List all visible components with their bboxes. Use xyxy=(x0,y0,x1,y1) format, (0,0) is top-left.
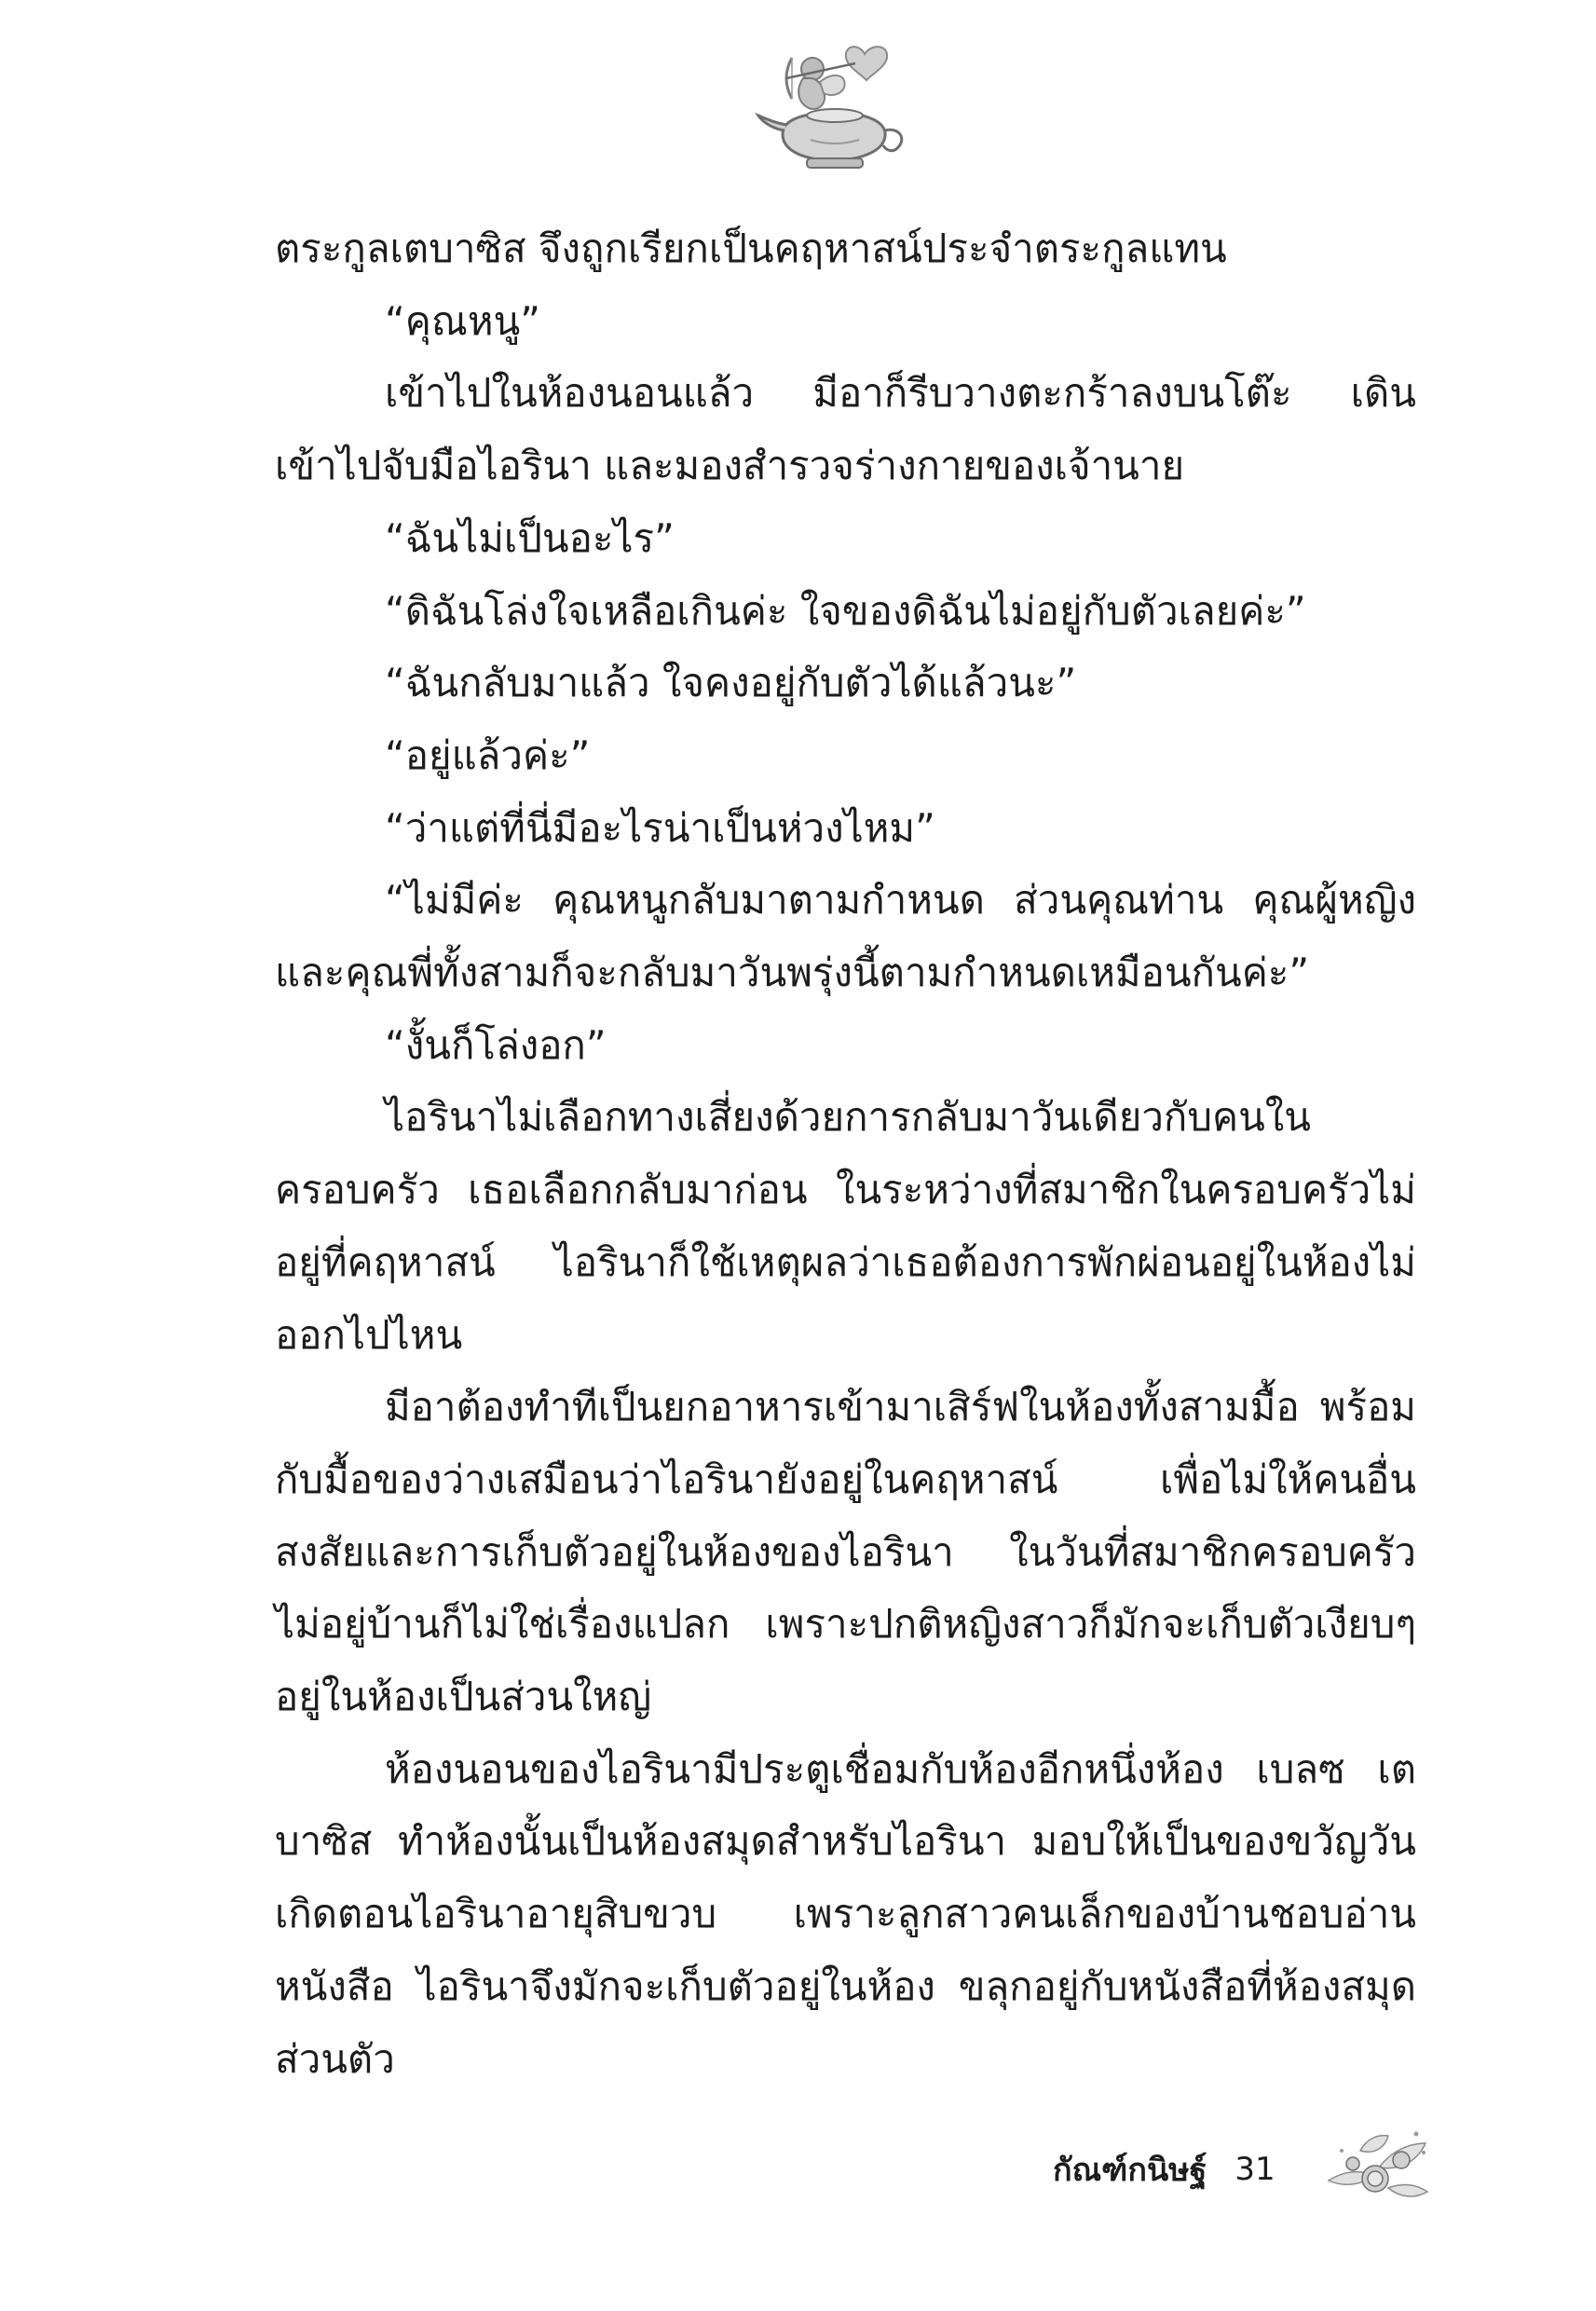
paragraph: “อยู่แล้วค่ะ” xyxy=(385,732,591,778)
paragraph: ห้องนอนของไอรินามีประตูเชื่อมกับห้องอีกหนึ่งห้อง เบลซ เตบาซิส ทำห้องนั้นเป็นห้องสมุดสำหรับไอรินา มอบให้เป็นของขวัญวันเกิดตอนไอรินาอายุสิบขวบ เพราะลูกสาวคนเล็กของบ้านชอบอ่านหนังสือ ไอรินาจึงมักจะเก็บตัวอยู่ในห้อง ขลุกอยู่กับหนังสือที่ห้องสมุดส่วนตัว xyxy=(275,1745,1416,2082)
paragraph: “ดิฉันโล่งใจเหลือเกินค่ะ ใจของดิฉันไม่อยู่กับตัวเลยค่ะ” xyxy=(385,587,1306,634)
paragraph: “ฉันกลับมาแล้ว ใจคงอยู่กับตัวได้แล้วนะ” xyxy=(385,660,1077,706)
paragraph: “งั้นก็โล่งอก” xyxy=(385,1021,607,1068)
paragraph: ตระกูลเตบาซิส จึงถูกเรียกเป็นคฤหาสน์ประจำตระกูลแทน xyxy=(275,226,1227,271)
paragraph: “ว่าแต่ที่นี่มีอะไรน่าเป็นห่วงไหม” xyxy=(385,804,935,851)
body-text xyxy=(275,212,1416,2095)
cupid-teapot-ornament-icon xyxy=(755,37,913,177)
paragraph: “ฉันไม่เป็นอะไร” xyxy=(385,514,675,561)
floral-ornament-icon xyxy=(1323,2123,1430,2207)
page-number: 31 xyxy=(1235,2151,1275,2188)
page-footer xyxy=(1053,2141,1275,2197)
book-title: กัณฑ์กนิษฐ์ xyxy=(1053,2152,1207,2189)
paragraph: ไอรินาไม่เลือกทางเสี่ยงด้วยการกลับมาวันเดียวกับคนในครอบครัว เธอเลือกกลับมาก่อน ในระหว่างที่สมาชิกในครอบครัวไม่อยู่ที่คฤหาสน์ ไอรินาก็ใช้เหตุผลว่าเธอต้องการพักผ่อนอยู่ในห้องไม่ออกไปไหน xyxy=(275,1094,1416,1358)
paragraph: เข้าไปในห้องนอนแล้ว มีอาก็รีบวางตะกร้าลงบนโต๊ะ เดินเข้าไปจับมือไอรินา และมองสำรวจร่างกายของเจ้านาย xyxy=(275,370,1416,489)
paragraph: “คุณหนู” xyxy=(385,297,540,344)
paragraph: มีอาต้องทำทีเป็นยกอาหารเข้ามาเสิร์ฟในห้องทั้งสามมื้อ พร้อมกับมื้อของว่างเสมือนว่าไอรินายังอยู่ในคฤหาสน์ เพื่อไม่ให้คนอื่นสงสัยและการเก็บตัวอยู่ในห้องของไอรินา ในวันที่สมาชิกครอบครัวไม่อยู่บ้านก็ไม่ใช่เรื่องแปลก เพราะปกติหญิงสาวก็มักจะเก็บตัวเงียบๆ อยู่ในห้องเป็นส่วนใหญ่ xyxy=(275,1384,1416,1720)
paragraph: “ไม่มีค่ะ คุณหนูกลับมาตามกำหนด ส่วนคุณท่าน คุณผู้หญิงและคุณพี่ทั้งสามก็จะกลับมาวันพรุ่งนี้ตามกำหนดเหมือนกันค่ะ” xyxy=(275,877,1416,996)
